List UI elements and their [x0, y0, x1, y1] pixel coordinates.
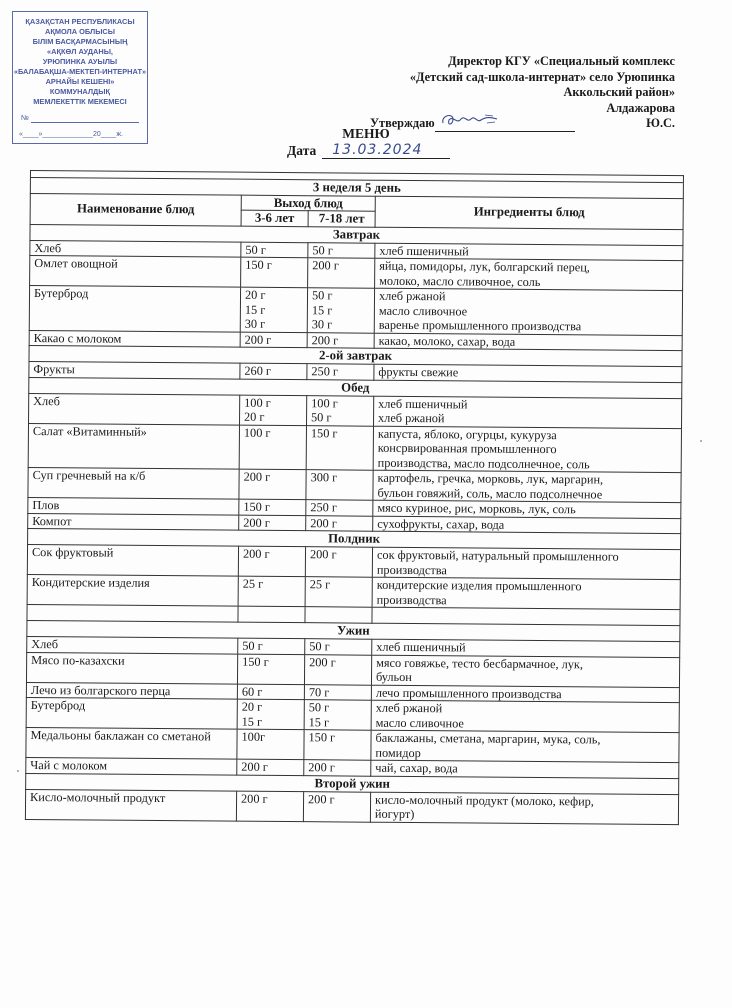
- ingredients-line: производства: [376, 562, 447, 577]
- portion-7-18: [304, 700, 371, 731]
- col-header-yield: Выход блюд: [241, 195, 375, 212]
- portion-7-18-line: 15 г: [311, 302, 333, 317]
- ingredients: [374, 333, 682, 351]
- portion-7-18-line: 50 г: [309, 639, 330, 654]
- portion-3-6-line: 150 г: [242, 654, 269, 669]
- ingredients-line: масло сливочное: [375, 715, 464, 730]
- portion-7-18: [304, 760, 371, 776]
- ingredients-line: бульон говяжий, соль, масло подсолнечное: [377, 485, 603, 502]
- ingredients-line: хлеб пшеничный: [378, 396, 468, 411]
- ingredients-line: баклажаны, сметана, маргарин, мука, соль,: [375, 730, 601, 747]
- portion-7-18-line: 50 г: [312, 242, 333, 257]
- date-label: Дата: [287, 143, 317, 158]
- approval-line-1: Директор КГУ «Специальный комплекс: [448, 54, 675, 68]
- portion-3-6: [240, 363, 307, 379]
- portion-7-18-line: 70 г: [308, 684, 330, 699]
- portion-7-18: [305, 639, 372, 655]
- stamp-line: УРЮПИНКА АУЫЛЫ: [42, 57, 118, 66]
- ingredients-line: варенье промышленного производства: [378, 317, 582, 334]
- portion-3-6-line: 25 г: [242, 576, 264, 591]
- ingredients-line: хлеб ржаной: [378, 410, 445, 426]
- portion-7-18: [304, 684, 371, 700]
- portion-7-18: [306, 515, 373, 531]
- ingredients: [373, 426, 681, 473]
- portion-7-18: [304, 730, 371, 761]
- dish-name: Кондитерские изделия: [27, 574, 238, 606]
- ingredients: [372, 639, 680, 657]
- dish-name: Омлет овощной: [30, 256, 241, 288]
- ingredients-line: яйца, помидоры, лук, болгарский перец,: [379, 258, 590, 275]
- portion-3-6-line: 260 г: [244, 363, 272, 378]
- ingredients: [370, 792, 678, 824]
- portion-7-18: [305, 607, 372, 624]
- ingredients: [371, 685, 679, 703]
- menu-body: [25, 224, 683, 824]
- portion-3-6: [241, 242, 308, 258]
- ingredients-line: хлеб пшеничный: [376, 639, 466, 655]
- portion-7-18-line: 100 г: [311, 395, 338, 410]
- ingredients-line: чай, сахар, вода: [375, 760, 458, 776]
- stamp-number-field: [21, 113, 139, 123]
- portion-7-18: [305, 547, 372, 578]
- portion-7-18-line: 200 г: [310, 515, 337, 530]
- signer-name: Алдажарова Ю.С.: [606, 100, 675, 130]
- approval-block: [370, 54, 675, 132]
- portion-7-18: [306, 500, 373, 516]
- ingredients-line: сухофрукты, сахар, вода: [377, 516, 505, 532]
- ingredients: [373, 516, 681, 534]
- dish-name: Плов: [28, 497, 239, 514]
- portion-3-6: [237, 759, 304, 775]
- col-header-age-7-18: 7-18 лет: [308, 211, 375, 227]
- portion-3-6-line: 50 г: [242, 638, 263, 653]
- dish-name: Хлеб: [27, 636, 238, 653]
- portion-3-6: [237, 729, 304, 760]
- ingredients-line: производства, масло подсолнечное, соль: [377, 455, 590, 471]
- portion-7-18: [303, 791, 370, 822]
- portion-3-6: [239, 515, 306, 531]
- portion-7-18-line: 200 г: [312, 258, 339, 273]
- portion-7-18: [307, 288, 374, 333]
- ingredients: [374, 396, 682, 428]
- ingredients-line: фрукты свежие: [378, 364, 459, 380]
- portion-7-18-line: 200 г: [308, 760, 335, 775]
- ingredients: [372, 547, 680, 579]
- ingredients: [373, 470, 681, 502]
- portion-7-18-line: 250 г: [311, 364, 339, 379]
- dish-name: Хлеб: [29, 393, 240, 425]
- ingredients-line: мясо говяжье, тесто бесбармачное, лук,: [376, 655, 584, 671]
- portion-3-6: [239, 425, 306, 470]
- portion-3-6-line: 200 г: [241, 759, 268, 774]
- stamp-line: АҚМОЛА ОБЛЫСЫ: [44, 27, 116, 36]
- ingredients-line: кисло-молочный продукт (молоко, кефир,: [375, 792, 594, 808]
- portion-3-6-line: 150 г: [243, 499, 270, 514]
- ingredients-line: кондитерские изделия промышленного: [376, 577, 582, 594]
- portion-3-6: [238, 638, 305, 654]
- portion-7-18-line: 150 г: [308, 730, 336, 745]
- stamp-line: «БАЛАБАҚША-МЕКТЕП-ИНТЕРНАТ»: [13, 67, 147, 76]
- portion-3-6: [237, 684, 304, 700]
- ingredients-line: картофель, гречка, морковь, лук, маргарин,: [377, 470, 604, 487]
- portion-3-6: [240, 395, 307, 426]
- ingredients-line: капуста, яблоко, огурцы, кукуруза: [377, 426, 557, 442]
- meal-section-title: Завтрак: [30, 224, 683, 245]
- official-stamp: [12, 11, 148, 144]
- ingredients: [375, 258, 683, 290]
- table-row: [28, 423, 681, 473]
- ingredients-line: консрвированная промышленного: [377, 440, 557, 457]
- dish-name: Медальоны баклажан со сметаной: [26, 727, 237, 759]
- ingredients: [373, 500, 681, 518]
- portion-3-6-line: 30 г: [244, 316, 266, 331]
- portion-3-6: [237, 699, 304, 730]
- ingredients: [371, 700, 679, 732]
- portion-3-6-line: 200 г: [241, 791, 268, 806]
- portion-3-6: [241, 257, 308, 288]
- date-row: [287, 142, 450, 159]
- portion-3-6: [239, 499, 306, 515]
- portion-3-6: [240, 287, 307, 332]
- dish-name: Хлеб: [30, 240, 241, 257]
- scan-speck: [700, 440, 702, 442]
- stamp-line: АРНАЙЫ КЕШЕНІ»: [45, 77, 115, 86]
- portion-7-18: [307, 332, 374, 348]
- portion-3-6-line: 20 г: [241, 699, 263, 714]
- portion-7-18-line: 200 г: [308, 791, 335, 806]
- ingredients: [371, 760, 679, 778]
- portion-3-6-line: 15 г: [241, 714, 263, 729]
- stamp-line: ҚАЗАҚСТАН РЕСПУБЛИКАСЫ: [25, 17, 135, 26]
- portion-3-6-line: 20 г: [244, 287, 266, 302]
- ingredients-line: хлеб ржаной: [378, 288, 446, 304]
- portion-7-18-line: 50 г: [311, 410, 332, 425]
- ingredients-line: хлеб ржаной: [375, 700, 443, 716]
- stamp-date-field: «____»_____________20____ж.: [19, 131, 123, 138]
- meal-section-title: Обед: [29, 377, 682, 398]
- portion-3-6: [240, 332, 307, 348]
- portion-7-18-line: 200 г: [311, 332, 339, 347]
- approve-label: Утверждаю: [370, 116, 435, 130]
- dish-name: Кисло-молочный продукт: [25, 789, 236, 821]
- portion-3-6: [239, 469, 306, 500]
- stamp-line: МЕМЛЕКЕТТІК МЕКЕМЕСІ: [33, 97, 127, 106]
- ingredients-line: лечо промышленного производства: [375, 685, 562, 701]
- portion-7-18: [308, 242, 375, 258]
- portion-7-18: [307, 364, 374, 380]
- ingredients-line: какао, молоко, сахар, вода: [378, 333, 516, 349]
- portion-3-6-line: 200 г: [243, 469, 271, 484]
- dish-name: Суп гречневый на к/б: [28, 467, 239, 499]
- stamp-text: [13, 17, 147, 107]
- portion-7-18-line: 25 г: [309, 577, 331, 592]
- table-row: [25, 789, 678, 824]
- portion-7-18: [308, 258, 375, 289]
- ingredients-line: сок фруктовый, натуральный промышленного: [376, 547, 619, 564]
- portion-7-18-line: 30 г: [311, 317, 333, 332]
- ingredients: [371, 655, 679, 687]
- stamp-number-label: №: [21, 113, 29, 122]
- stamp-line: КОММУНАЛДЫҚ: [49, 87, 111, 96]
- ingredients: [375, 243, 683, 261]
- ingredients-line: йогурт): [374, 806, 415, 822]
- meal-section-title: 2-ой завтрак: [29, 345, 682, 366]
- portion-3-6-line: 60 г: [241, 684, 263, 699]
- portion-3-6-line: 150 г: [245, 257, 272, 272]
- menu-table: [25, 170, 684, 825]
- ingredients-line: бульон: [375, 669, 412, 685]
- col-header-age-3-6: 3-6 лет: [241, 210, 308, 226]
- dish-name: Фрукты: [29, 361, 240, 378]
- dish-name: Мясо по-казахски: [26, 652, 237, 684]
- portion-7-18: [304, 654, 371, 685]
- ingredients: [374, 288, 682, 335]
- dish-name: Бутерброд: [29, 286, 240, 332]
- approval-line-3: Аккольский район»: [563, 85, 675, 99]
- portion-7-18-line: 150 г: [310, 425, 338, 440]
- table-row: [29, 286, 682, 336]
- stamp-line: «АҚКӨЛ АУДАНЫ,: [47, 47, 113, 56]
- dish-name: Лечо из болгарского перца: [26, 682, 237, 699]
- portion-3-6-line: 100 г: [243, 425, 271, 440]
- portion-3-6: [238, 546, 305, 577]
- ingredients-line: производства: [376, 592, 447, 607]
- portion-7-18-line: 200 г: [309, 547, 337, 562]
- dish-name: Салат «Витаминный»: [28, 423, 239, 469]
- portion-7-18-line: 50 г: [308, 700, 330, 715]
- portion-7-18-line: 50 г: [311, 288, 333, 303]
- stamp-line: БІЛІМ БАСҚАРМАСЫНЫҢ: [32, 37, 128, 46]
- portion-3-6-line: 200 г: [242, 546, 270, 561]
- portion-3-6-line: 100 г: [244, 395, 271, 410]
- meal-section-title: Второй ужин: [26, 773, 679, 794]
- portion-7-18-line: 15 г: [308, 714, 330, 729]
- period-header: 3 неделя 5 день: [30, 178, 683, 199]
- dish-name: Чай с молоком: [26, 757, 237, 774]
- dish-name: Бутерброд: [26, 697, 237, 729]
- approval-line-2: «Детский сад-школа-интернат» село Урюпинка: [409, 69, 675, 84]
- portion-3-6-line: 200 г: [244, 332, 272, 347]
- dish-name: Какао с молоком: [29, 330, 240, 347]
- portion-3-6-line: 20 г: [244, 409, 265, 424]
- ingredients-line: молоко, масло сливочное, соль: [379, 273, 541, 289]
- portion-3-6: [238, 576, 305, 607]
- page-title: МЕНЮ: [342, 126, 390, 141]
- ingredients-line: помидор: [375, 745, 421, 760]
- portion-7-18: [306, 470, 373, 501]
- portion-3-6-line: 100г: [241, 729, 266, 744]
- portion-7-18-line: 300 г: [310, 470, 338, 485]
- dish-name: Сок фруктовый: [27, 544, 238, 576]
- date-value: 13.03.2024: [322, 142, 450, 159]
- portion-7-18: [306, 425, 373, 470]
- meal-section-title: Полдник: [28, 528, 681, 549]
- portion-3-6-line: 15 г: [244, 302, 266, 317]
- dish-name: [27, 604, 238, 622]
- portion-7-18: [305, 577, 372, 608]
- ingredients: [374, 364, 682, 382]
- portion-7-18-line: 250 г: [310, 500, 337, 515]
- portion-3-6-line: 50 г: [245, 242, 266, 257]
- ingredients-line: хлеб пшеничный: [379, 243, 469, 258]
- scan-speck: [17, 770, 19, 772]
- ingredients-line: мясо куриное, рис, морковь, лук, соль: [377, 500, 576, 517]
- portion-3-6: [238, 606, 305, 623]
- portion-3-6: [236, 791, 303, 822]
- ingredients-line: масло сливочное: [378, 303, 468, 318]
- portion-3-6-line: 200 г: [243, 515, 270, 530]
- dish-name: Компот: [28, 513, 239, 530]
- meal-section-title: Ужин: [27, 620, 680, 641]
- portion-3-6: [237, 654, 304, 685]
- col-header-name: Наименование блюд: [30, 193, 241, 226]
- portion-7-18: [307, 395, 374, 426]
- col-header-ingredients: Ингредиенты блюд: [375, 196, 683, 229]
- ingredients: [371, 730, 679, 762]
- ingredients: [372, 577, 680, 609]
- portion-7-18-line: 200 г: [309, 654, 336, 669]
